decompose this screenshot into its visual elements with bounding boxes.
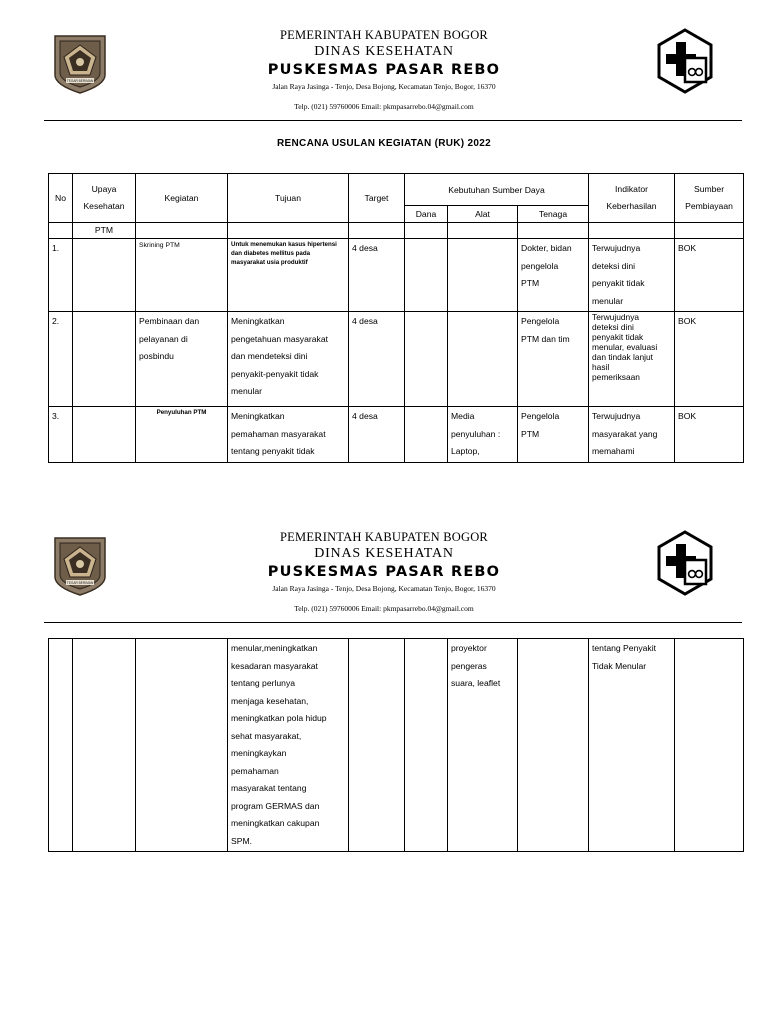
- row-tujuan: menular,meningkatkan kesadaran masyarakat tentang perlunya menjaga kesehatan, meningkatkan pola hidup sehat masyarakat, meningkaykan pemahaman masyarakat tentang program GERMAS dan meningkatkan cakupan SPM.: [228, 639, 349, 852]
- row-tujuan: Meningkatkan pengetahuan masyarakat dan mendeteksi dini penyakit-penyakit tidak menular: [228, 312, 349, 407]
- table-row: [49, 239, 744, 312]
- col-sumber: Sumber Pembiayaan: [675, 174, 744, 223]
- row-tujuan: Untuk menemukan kasus hipertensi dan diabetes mellitus pada masyarakat usia produktif: [228, 239, 349, 312]
- puskesmas-logo-icon: [656, 28, 714, 94]
- ruk-table: [48, 173, 744, 463]
- col-tujuan: Tujuan: [228, 174, 349, 223]
- row-indikator: Terwujudnya deteksi dini penyakit tidak menular: [589, 239, 675, 312]
- puskesmas-logo-icon: [656, 530, 714, 596]
- header-divider: [44, 120, 742, 121]
- row-target: 4 desa: [349, 239, 405, 312]
- letterhead: [0, 502, 768, 614]
- address-line: Jalan Raya Jasinga - Tenjo, Desa Bojong, Kecamatan Tenjo, Bogor, 16370: [272, 584, 496, 593]
- col-kegiatan: Kegiatan: [136, 174, 228, 223]
- row-kegiatan: Penyuluhan PTM: [136, 407, 228, 463]
- row-tenaga: Pengelola PTM dan tim: [518, 312, 589, 407]
- row-no: 3.: [49, 407, 73, 463]
- row-alat: Media penyuluhan : Laptop,: [448, 407, 518, 463]
- contact-line: Telp. (021) 59760006 Email: pkmpasarrebo.04@gmail.com: [294, 604, 474, 613]
- row-alat: proyektor pengeras suara, leaflet: [448, 639, 518, 852]
- row-indikator: Terwujudnya masyarakat yang memahami: [589, 407, 675, 463]
- row-dana: [405, 407, 448, 463]
- col-indikator: Indikator Keberhasilan: [589, 174, 675, 223]
- ptm-label: PTM: [73, 223, 136, 239]
- address-line: Jalan Raya Jasinga - Tenjo, Desa Bojong, Kecamatan Tenjo, Bogor, 16370: [272, 82, 496, 91]
- government-line: PEMERINTAH KABUPATEN BOGOR: [280, 28, 488, 42]
- row-dana: [405, 239, 448, 312]
- ruk-table-continued: [48, 638, 744, 852]
- col-target: Target: [349, 174, 405, 223]
- row-tujuan: Meningkatkan pemahaman masyarakat tentang penyakit tidak: [228, 407, 349, 463]
- letterhead: [0, 0, 768, 112]
- government-line: PEMERINTAH KABUPATEN BOGOR: [280, 530, 488, 544]
- row-target: 4 desa: [349, 312, 405, 407]
- seal-motto: TEGAR BERIMAN: [66, 79, 94, 83]
- row-indikator: Terwujudnya deteksi dini penyakit tidak menular, evaluasi dan tindak lanjut hasil pemeriksaan: [589, 312, 675, 407]
- table-row: [49, 407, 744, 463]
- row-sumber: BOK: [675, 239, 744, 312]
- row-dana: [405, 312, 448, 407]
- row-sumber: BOK: [675, 407, 744, 463]
- header-divider: [44, 622, 742, 623]
- col-no: No: [49, 174, 73, 223]
- document-title: RENCANA USULAN KEGIATAN (RUK) 2022: [277, 138, 491, 149]
- contact-line: Telp. (021) 59760006 Email: pkmpasarrebo.04@gmail.com: [294, 102, 474, 111]
- seal-motto: TEGAR BERIMAN: [66, 581, 94, 585]
- department-line: DINAS KESEHATAN: [314, 546, 454, 561]
- row-sumber: BOK: [675, 312, 744, 407]
- puskesmas-name: PUSKESMAS PASAR REBO: [267, 62, 501, 78]
- row-no: 1.: [49, 239, 73, 312]
- row-tenaga: Dokter, bidan pengelola PTM: [518, 239, 589, 312]
- header-row: [49, 174, 744, 206]
- col-tenaga: Tenaga: [518, 206, 589, 223]
- page-1: [0, 0, 768, 500]
- page-2: [0, 502, 768, 1024]
- row-alat: [448, 239, 518, 312]
- table-row: [49, 312, 744, 407]
- table-row: [49, 639, 744, 852]
- row-target: 4 desa: [349, 407, 405, 463]
- col-alat: Alat: [448, 206, 518, 223]
- row-kegiatan: Pembinaan dan pelayanan di posbindu: [136, 312, 228, 407]
- department-line: DINAS KESEHATAN: [314, 44, 454, 59]
- ptm-row: [49, 223, 744, 239]
- row-alat: [448, 312, 518, 407]
- col-dana: Dana: [405, 206, 448, 223]
- row-tenaga: Pengelola PTM: [518, 407, 589, 463]
- col-kebutuhan: Kebutuhan Sumber Daya: [405, 174, 589, 206]
- row-kegiatan: Skrining PTM: [136, 239, 228, 312]
- row-indikator: tentang Penyakit Tidak Menular: [589, 639, 675, 852]
- puskesmas-name: PUSKESMAS PASAR REBO: [267, 564, 501, 580]
- col-upaya: Upaya Kesehatan: [73, 174, 136, 223]
- row-no: 2.: [49, 312, 73, 407]
